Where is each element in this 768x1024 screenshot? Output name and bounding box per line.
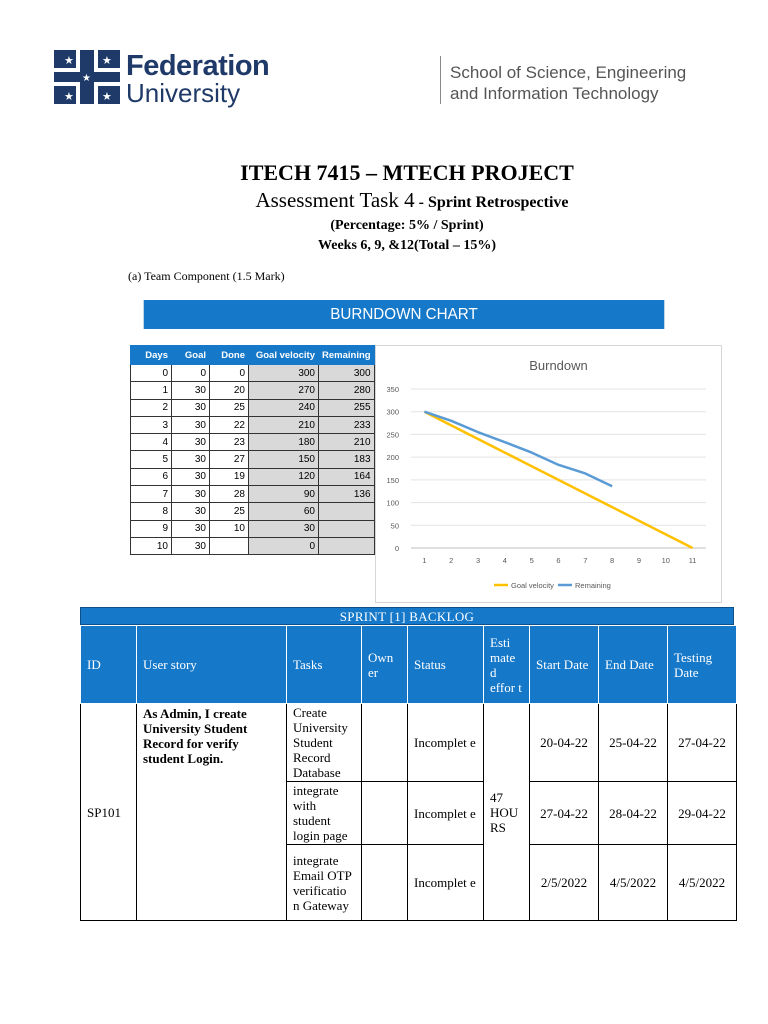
burndown-table-row	[131, 537, 375, 554]
goal-velocity-cell: 270	[249, 382, 319, 399]
assessment-title	[0, 188, 768, 213]
days-cell: 10	[131, 537, 172, 554]
goal-velocity-cell: 0	[249, 537, 319, 554]
goal-cell: 30	[172, 537, 210, 554]
x-tick-label: 8	[610, 556, 615, 565]
done-cell: 19	[210, 468, 249, 485]
col-goal-header: Goal	[172, 346, 210, 365]
y-tick-label: 50	[390, 521, 399, 531]
federation-university-logo	[54, 50, 284, 108]
school-name-line2: and Information Technology	[450, 84, 659, 103]
burndown-table-row	[131, 520, 375, 537]
end-date-cell: 25-04-22	[599, 704, 668, 782]
x-tick-label: 6	[556, 556, 561, 565]
user-story-cell: As Admin, I create University Student Record for verify student Login.	[137, 704, 287, 921]
burndown-banner: BURNDOWN CHART	[144, 300, 665, 329]
owner-cell	[362, 704, 408, 782]
task-cell: integrate Email OTP verificatio n Gateway	[287, 845, 362, 921]
days-cell: 8	[131, 503, 172, 520]
col-done-header: Done	[210, 346, 249, 365]
goal-velocity-cell: 210	[249, 416, 319, 433]
svg-text:★: ★	[64, 54, 74, 67]
school-name	[450, 62, 686, 104]
burndown-chart	[375, 345, 722, 603]
goal-cell: 30	[172, 468, 210, 485]
start-date-cell: 27-04-22	[530, 782, 599, 845]
goal-cell: 30	[172, 451, 210, 468]
remaining-cell: 136	[319, 486, 375, 503]
remaining-cell: 164	[319, 468, 375, 485]
done-cell: 20	[210, 382, 249, 399]
svg-text:★: ★	[64, 90, 74, 103]
sprint-backlog-table	[80, 625, 737, 921]
testing-date-cell: 27-04-22	[668, 704, 737, 782]
story-id-cell: SP101	[81, 704, 137, 921]
remaining-cell: 233	[319, 416, 375, 433]
y-tick-label: 300	[386, 407, 399, 417]
burndown-table-row	[131, 486, 375, 503]
goal-velocity-cell: 150	[249, 451, 319, 468]
start-date-cell: 2/5/2022	[530, 845, 599, 921]
done-cell: 23	[210, 434, 249, 451]
done-cell: 25	[210, 503, 249, 520]
days-cell: 2	[131, 399, 172, 416]
done-cell: 10	[210, 520, 249, 537]
remaining-cell: 183	[319, 451, 375, 468]
header-user-story: User story	[137, 626, 287, 704]
y-tick-label: 0	[394, 544, 399, 553]
svg-text:★: ★	[82, 73, 91, 84]
weeks-line: Weeks 6, 9, &12(Total – 15%)	[318, 238, 496, 253]
days-cell: 9	[131, 520, 172, 537]
logo-text-federation: Federation	[126, 50, 270, 82]
sprint-backlog-title: SPRINT [1] BACKLOG	[80, 607, 734, 625]
x-tick-label: 1	[422, 556, 427, 565]
goal-cell: 30	[172, 486, 210, 503]
x-tick-label: 7	[583, 556, 588, 565]
days-cell: 4	[131, 434, 172, 451]
testing-date-cell: 29-04-22	[668, 782, 737, 845]
x-tick-label: 9	[636, 556, 642, 565]
days-cell: 6	[131, 468, 172, 485]
x-tick-label: 10	[661, 556, 670, 565]
done-cell: 27	[210, 451, 249, 468]
remaining-cell	[319, 520, 375, 537]
goal-cell: 30	[172, 382, 210, 399]
goal-velocity-cell: 120	[249, 468, 319, 485]
school-name-line1: School of Science, Engineering	[450, 63, 687, 82]
burndown-table-row	[131, 382, 375, 399]
y-tick-label: 200	[386, 453, 399, 463]
team-component-label: (a) Team Component (1.5 Mark)	[128, 269, 285, 283]
assessment-label: Assessment Task 4	[255, 188, 415, 212]
burndown-table-row	[131, 416, 375, 433]
goal-velocity-cell: 90	[249, 486, 319, 503]
end-date-cell: 4/5/2022	[599, 845, 668, 921]
x-tick-label: 11	[688, 556, 697, 565]
done-cell	[210, 537, 249, 554]
burndown-data-table	[130, 345, 375, 555]
goal-velocity-cell: 30	[249, 520, 319, 537]
done-cell: 22	[210, 416, 249, 433]
percentage-line: (Percentage: 5% / Sprint)	[330, 218, 484, 233]
col-days-header: Days	[131, 346, 172, 365]
x-tick-label: 4	[502, 556, 507, 565]
burndown-chart-svg	[376, 346, 721, 602]
days-cell: 0	[131, 365, 172, 382]
effort-cell: 47 HOU RS	[484, 704, 530, 921]
burndown-table-row	[131, 503, 375, 520]
series-line-remaining	[424, 412, 612, 487]
goal-cell: 30	[172, 399, 210, 416]
remaining-cell	[319, 537, 375, 554]
x-tick-label: 5	[529, 556, 534, 565]
days-cell: 5	[131, 451, 172, 468]
y-tick-label: 350	[386, 385, 399, 394]
header-testing-date: Testing Date	[668, 626, 737, 704]
course-title: ITECH 7415 – MTECH PROJECT	[240, 160, 574, 185]
done-cell: 0	[210, 365, 249, 382]
goal-cell: 0	[172, 365, 210, 382]
svg-text:★: ★	[102, 54, 112, 67]
testing-date-cell: 4/5/2022	[668, 845, 737, 921]
goal-velocity-cell: 300	[249, 365, 319, 382]
backlog-row	[81, 704, 737, 782]
task-cell: Create University Student Record Database	[287, 704, 362, 782]
days-cell: 7	[131, 486, 172, 503]
status-cell: Incomplet e	[408, 845, 484, 921]
goal-velocity-cell: 240	[249, 399, 319, 416]
header-status: Status	[408, 626, 484, 704]
burndown-table-row	[131, 468, 375, 485]
header-tasks: Tasks	[287, 626, 362, 704]
days-cell: 3	[131, 416, 172, 433]
header-estimated-effort: Esti mate d effor t	[484, 626, 530, 704]
done-cell: 25	[210, 399, 249, 416]
col-goal-velocity-header: Goal velocity	[249, 346, 319, 365]
backlog-header-row	[81, 626, 737, 704]
burndown-table-row	[131, 399, 375, 416]
y-tick-label: 250	[386, 430, 399, 440]
goal-velocity-cell: 180	[249, 434, 319, 451]
y-tick-label: 150	[386, 475, 399, 485]
header-owner: Own er	[362, 626, 408, 704]
remaining-cell	[319, 503, 375, 520]
end-date-cell: 28-04-22	[599, 782, 668, 845]
goal-cell: 30	[172, 520, 210, 537]
col-remaining-header: Remaining	[319, 346, 375, 365]
start-date-cell: 20-04-22	[530, 704, 599, 782]
y-tick-label: 100	[386, 498, 399, 508]
goal-cell: 30	[172, 416, 210, 433]
svg-text:★: ★	[102, 90, 112, 103]
remaining-cell: 280	[319, 382, 375, 399]
header-start-date: Start Date	[530, 626, 599, 704]
legend-label: Goal velocity	[511, 581, 554, 590]
chart-title: Burndown	[529, 358, 588, 373]
logo-text-university: University	[126, 78, 241, 108]
status-cell: Incomplet e	[408, 782, 484, 845]
x-tick-label: 3	[475, 556, 481, 565]
owner-cell	[362, 782, 408, 845]
assessment-subtitle: - Sprint Retrospective	[414, 194, 569, 211]
owner-cell	[362, 845, 408, 921]
days-cell: 1	[131, 382, 172, 399]
burndown-table-row	[131, 451, 375, 468]
x-tick-label: 2	[449, 556, 454, 565]
remaining-cell: 210	[319, 434, 375, 451]
done-cell: 28	[210, 486, 249, 503]
goal-cell: 30	[172, 434, 210, 451]
remaining-cell: 300	[319, 365, 375, 382]
legend-label: Remaining	[575, 581, 611, 590]
header-id: ID	[81, 626, 137, 704]
remaining-cell: 255	[319, 399, 375, 416]
header-end-date: End Date	[599, 626, 668, 704]
status-cell: Incomplet e	[408, 704, 484, 782]
logo-flag-icon	[54, 50, 120, 104]
goal-velocity-cell: 60	[249, 503, 319, 520]
task-cell: integrate with student login page	[287, 782, 362, 845]
burndown-table-header-row	[131, 346, 375, 365]
burndown-table-row	[131, 434, 375, 451]
burndown-table-row	[131, 365, 375, 382]
goal-cell: 30	[172, 503, 210, 520]
header-divider	[440, 56, 441, 104]
